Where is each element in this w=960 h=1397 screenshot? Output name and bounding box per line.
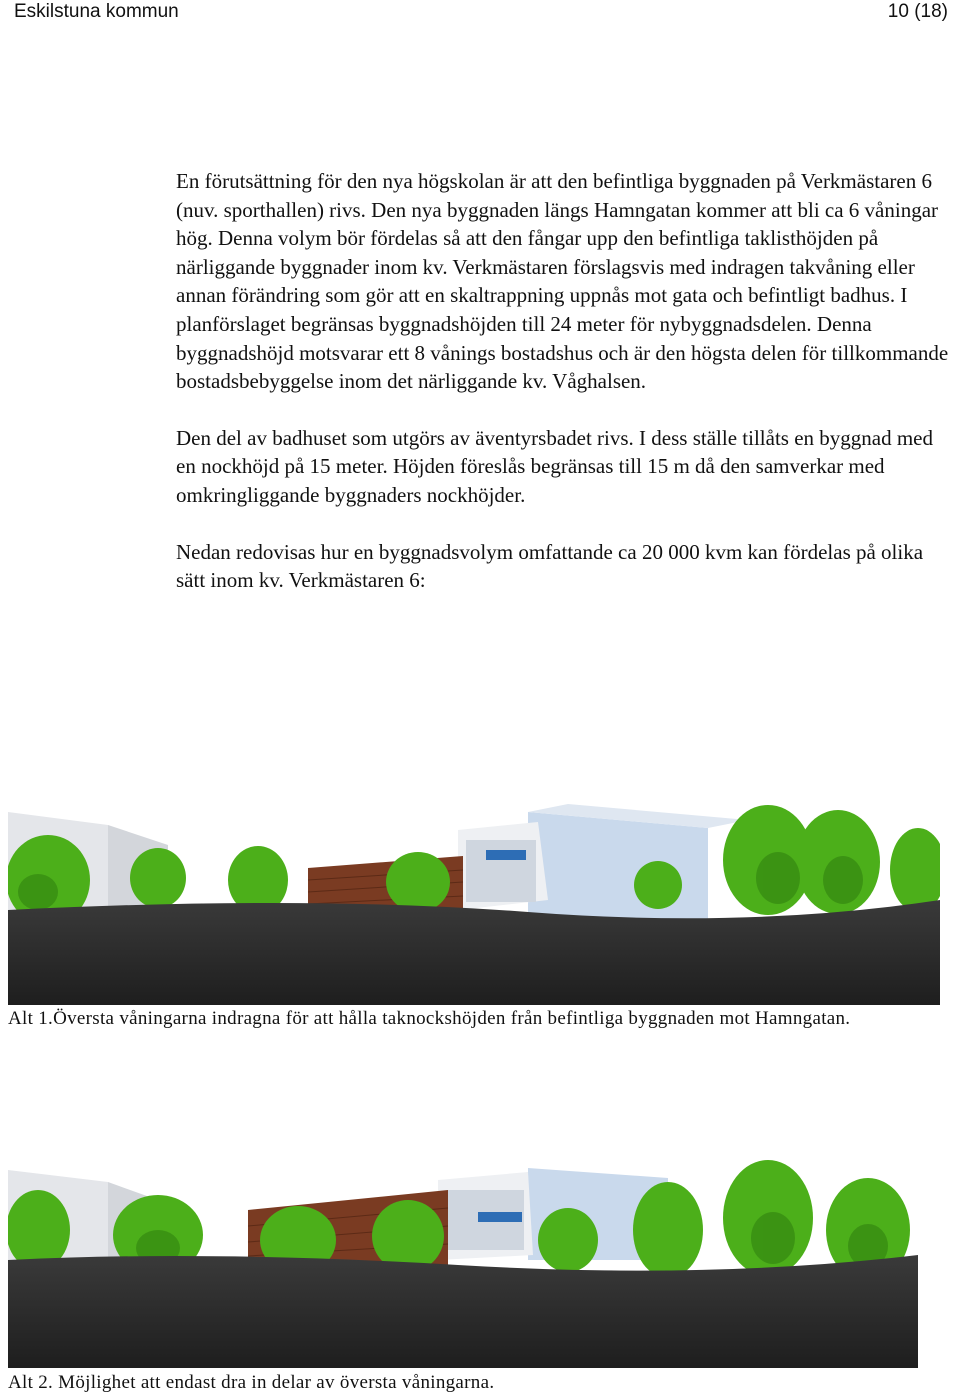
rendering-alt-2 <box>8 1160 918 1368</box>
figure-caption-alt-1: Alt 1.Översta våningarna indragna för att hålla taknockshöjden från befintliga byggnaden mot Hamngatan. <box>8 1008 851 1029</box>
rendering-alt-2-image <box>8 1160 918 1368</box>
paragraph: Den del av badhuset som utgörs av äventyrsbadet rivs. I dess ställe tillåts en byggnad med en nockhöjd på 15 meter. Höjden föreslås begränsas till 15 m då den samverkar med omkringliggande byggnaders nockhöjder. <box>176 425 933 507</box>
body-text <box>176 167 956 623</box>
rendering-alt-1 <box>8 800 940 1005</box>
paragraph: En förutsättning för den nya högskolan är att den befintliga byggnaden på Verkmästaren 6 (nuv. sporthallen) rivs. Den nya byggnaden längs Hamngatan kommer att bli ca 6 våningar hög. Denna volym bör fördelas så att den fångar upp den befintliga taklisthöjden på närliggande byggnader inom kv. Verkmästaren förslagsvis med indragen takvåning eller annan förändring som gör att en skaltrappning uppnås mot gata och befintligt badhus. I planförslaget begränsas byggnadshöjden till 24 meter för nybyggnadsdelen. Denna byggnadshöjd motsvarar ett 8 vånings bostadshus och är den högsta delen för tillkommande bostadsbebyggelse inom det närliggande kv. Våghalsen. <box>176 169 949 394</box>
figure-caption-alt-2: Alt 2. Möjlighet att endast dra in delar av översta våningarna. <box>8 1372 495 1393</box>
organization-name: Eskilstuna kommun <box>14 1 179 22</box>
paragraph: Nedan redovisas hur en byggnadsvolym omfattande ca 20 000 kvm kan fördelas på olika sätt inom kv. Verkmästaren 6: <box>176 539 924 593</box>
rendering-alt-1-image <box>8 800 940 1005</box>
page-header <box>0 0 960 26</box>
page-number: 10 (18) <box>887 1 948 22</box>
